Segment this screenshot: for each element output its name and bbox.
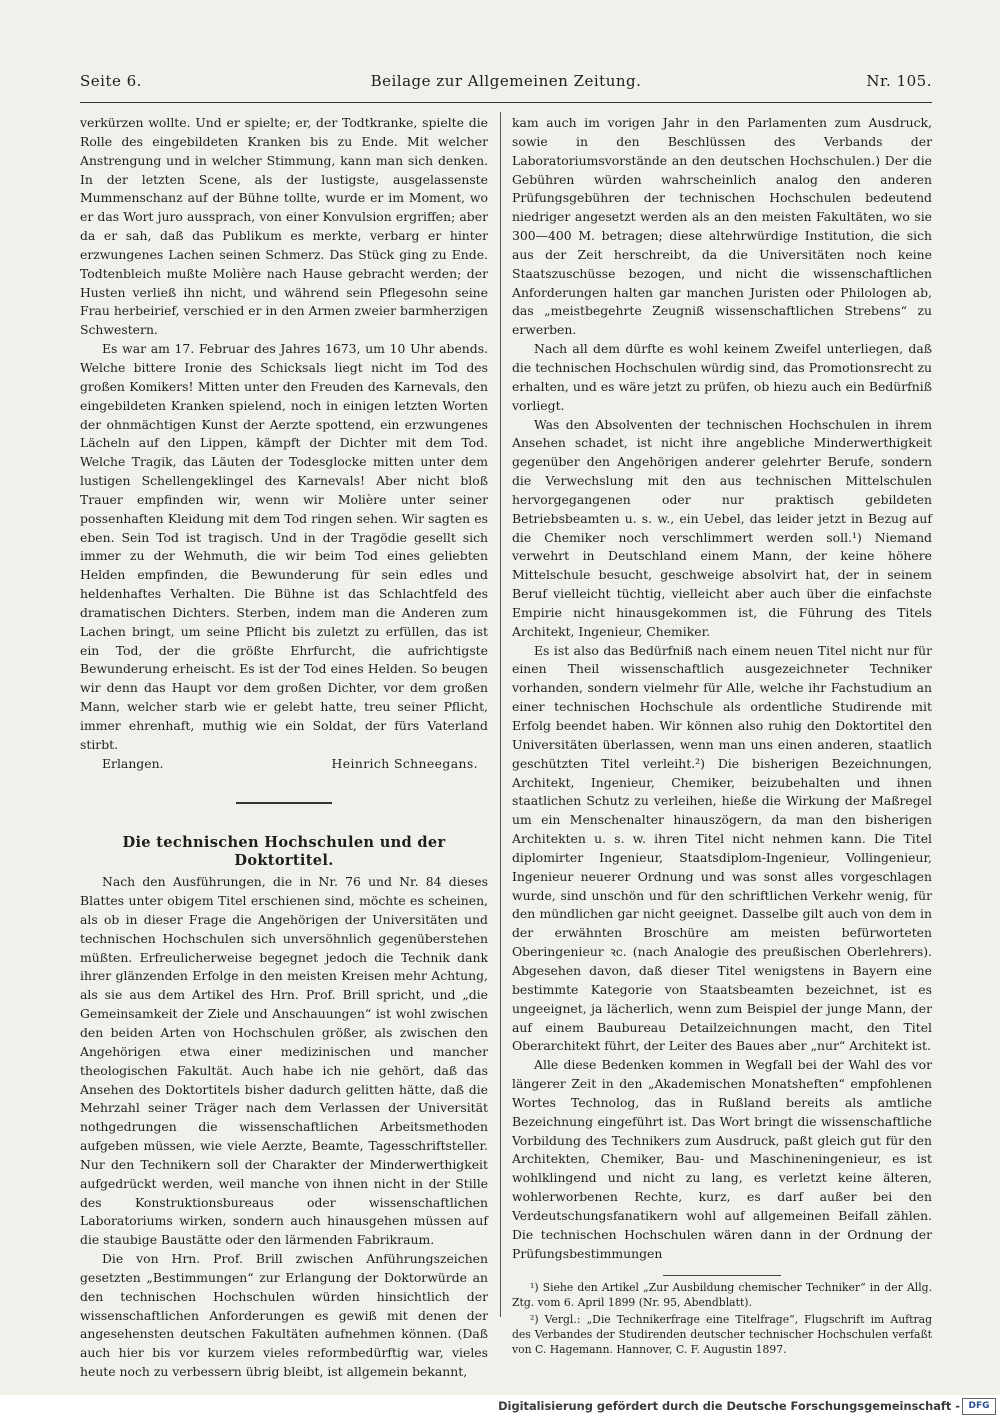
page-header (80, 72, 932, 96)
article-paragraph-1: Nach den Ausführungen, die in Nr. 76 und Nr. 84 dieses Blattes unter obigem Titel erschienen sind, möchte es scheinen, als ob in dieser Frage die Angehörigen der Universitäten und technischen Hochschulen sich unversöhnlich gegenüberstehen müßten. Erfreulicherweise begegnet jedoch die Technik dank ihrer glänzenden Erfolge in den meisten Kreisen mehr Achtung, als sie aus dem Artikel des Hrn. Prof. Brill spricht, und „die Gemeinsamkeit der Ziele und Anschauungen“ ist wohl zwischen den beiden Arten von Hochschulen größer, als zwischen den Angehörigen etwa einer medizinischen und mancher theologischen Fakultät. Auch habe ich nie gehört, daß das Ansehen des Doktortitels bisher dadurch gelitten hätte, daß die Mehrzahl seiner Träger nach dem Verlassen der Universität nothgedrungen die wissenschaftlichen Arbeitsmethoden aufgeben müssen, wie viele Aerzte, Beamte, Tagesschriftsteller. Nur den Technikern soll der Charakter der Minderwerthigkeit aufgedrückt werden, weil manche von ihnen nicht in der Stille des Konstruktionsbureaus oder wissenschaftlichen Laboratoriums wirken, sondern auch hinausgehen müssen auf die staubige Baustätte oder den lärmenden Fabrikraum. (80, 874, 488, 1248)
article-paragraph-6: Es ist also das Bedürfniß nach einem neuen Titel nicht nur für einen Theil wissenschaftlich ausgezeichneter Techniker vorhanden, sondern vielmehr für Alle, welche ihr Fachstudium an einer technischen Hochschule als ordentliche Studirende mit Erfolg beendet haben. Wir können also ruhig den Doktortitel den Universitäten überlassen, wenn man uns einen anderen, staatlich geschützten Titel verleiht.²) Die bisherigen Bezeichnungen, Architekt, Ingenieur, Chemiker, beizubehalten und ihnen staatlichen Schutz zu verleihen, hieße die Wirkung der Maßregel um ein Menschenalter hinauszögern, da man den bisherigen Architekten u. s. w. ihren Titel nicht nehmen kann. Die Titel diplomirter Ingenieur, Staatsdiplom-Ingenieur, Vollingenieur, Ingenieur neuerer Ordnung und was sonst alles vorgeschlagen wurde, sind unschön und für den schriftlichen Verkehr wenig, für den mündlichen gar nicht geeignet. Dasselbe gilt auch von dem in der erwähnten Broschüre am meisten befürworteten Oberingenieur ꝛc. (nach Analogie des preußischen Oberlehrers). Abgesehen davon, daß dieser Titel wenigstens in Bayern eine bestimmte Kategorie von Staatsbeamten bezeichnet, ist es ungeeignet, ja lächerlich, wenn zum Beispiel der junge Mann, der auf einem Baubureau Detailzeichnungen macht, den Titel Oberarchitekt führt, der Leiter des Baues aber „nur“ Architekt ist. (512, 642, 932, 1054)
article-paragraph-5: Was den Absolventen der technischen Hochschulen in ihrem Ansehen schadet, ist nicht ihre angebliche Minderwerthigkeit gegenüber den Angehörigen anderer gelehrter Berufe, sondern die Verwechslung mit den aus technischen Mittelschulen hervorgegangenen oder nur praktisch gebildeten Betriebsbeamten u. s. w., ein Uebel, das leider jetzt in Bezug auf die Chemiker noch verschlimmert werden soll.¹) Niemand verwehrt in Deutschland einem Mann, der keine höhere Mittelschule besucht, geschweige absolvirt hat, der in seinem Beruf vielleicht tüchtig, vielleicht aber auch über die einfachste Empirie nicht hinausgekommen ist, die Führung des Titels Architekt, Ingenieur, Chemiker. (512, 416, 932, 639)
header-rule (80, 102, 932, 103)
article-separator (236, 802, 332, 804)
publication-title: Beilage zur Allgemeinen Zeitung. (370, 72, 642, 90)
footnote-2: ²) Vergl.: „Die Technikerfrage eine Titelfrage“, Flugschrift im Auftrag des Verbandes der Studirenden deutscher technischer Hochschulen verfaßt von C. Hagemann. Hannover, C. F. Augustin 1897. (512, 1313, 932, 1357)
column-divider (500, 112, 501, 1317)
digitization-footer (0, 1395, 1000, 1417)
footnotes (512, 1280, 932, 1357)
signature-place: Erlangen. (102, 755, 164, 771)
article-paragraph-2: Die von Hrn. Prof. Brill zwischen Anführungszeichen gesetzten „Bestimmungen“ zur Erlangung der Doktorwürde an den technischen Hochschulen würden hinsichtlich der wissenschaftlichen Anforderungen es gewiß mit denen der angesehensten deutschen Fakultäten aufnehmen können. (Daß auch hier bis vor kurzem vieles reformbedürftig war, vieles heute noch zu verbessern übrig bleibt, ist allgemein bekannt, (80, 1251, 488, 1380)
article-paragraph-7: Alle diese Bedenken kommen in Wegfall bei der Wahl des vor längerer Zeit in den „Akademischen Monatsheften“ empfohlenen Wortes Technolog, das in Rußland bereits als amtliche Bezeichnung eingeführt ist. Das Wort bringt die wissenschaftliche Vorbildung des Technikers zum Ausdruck, paßt gleich gut für den Architekten, Chemiker, Bau- und Maschineningenieur, es ist wohlklingend und nicht zu lang, es verletzt keine älteren, wohlerworbenen Rechte, kurz, es darf außer bei den Verdeutschungsfanatikern wohl auf allgemeinen Beifall zählen. Die technischen Hochschulen wären dann in der Ordnung der Prüfungsbestimmungen (512, 1057, 932, 1261)
signature-author: Heinrich Schneegans. (331, 755, 478, 771)
article-paragraph-3: kam auch im vorigen Jahr in den Parlamenten zum Ausdruck, sowie in den Beschlüssen des Verbands der Laboratoriumsvorstände an den deutschen Hochschulen.) Der die Gebühren würden wahrscheinlich analog den anderen Prüfungsgebühren der technischen Hochschulen bedeutend niedriger angesetzt werden als an den meisten Fakultäten, wo sie 300—400 M. betragen; diese altehrwürdige Institution, die sich aus der Zeit herschreibt, da die Universitäten noch keine Staatszuschüsse bezogen, und nicht die wissenschaftlichen Anforderungen halten gar manchen Juristen oder Philologen ab, das „meistbegehrte Zeugniß wissenschaftlichen Strebens“ zu erwerben. (512, 115, 932, 338)
article-title: Die technischen Hochschulen und der Doktortitel. (122, 833, 446, 870)
moliere-paragraph-2: Es war am 17. Februar des Jahres 1673, um 10 Uhr abends. Welche bittere Ironie des Schicksals liegt nicht im Tod des großen Komikers! Mitten unter den Freuden des Karnevals, den eingebildeten Kranken spielend, noch in einigen letzten Worten der ohnmächtigen Kunst der Aerzte spottend, ein erzwungenes Lächeln auf den Lippen, kämpft der Dichter mit dem Tod. Welche Tragik, das Läuten der Todesglocke mitten unter dem lustigen Schellengeklingel des Karnevals! Aber nicht bloß Trauer empfinden wir, wenn wir Molière unter seiner possenhaften Kleidung mit dem Tod ringen sehen. Wir sagten es eben. Sein Tod ist tragisch. Und in der Tragödie gesellt sich immer zu der Wehmuth, die wir beim Tod eines geliebten Helden empfinden, die Bewunderung für sein edles und heldenhaftes Verhalten. Die Bühne ist das Schlachtfeld des dramatischen Dichters. Sterben, indem man die Anderen zum Lachen bringt, um seine Pflicht bis zuletzt zu erfüllen, das ist ein Tod, der die größte Ehrfurcht, die aufrichtigste Bewunderung erheischt. Es ist der Tod eines Helden. So beugen wir denn das Haupt vor dem großen Dichter, vor dem großen Mann, welcher starb wie er gelebt hatte, treu seiner Pflicht, immer ehrenhaft, muthig wie ein Soldat, der fürs Vaterland stirbt. (80, 341, 488, 752)
page-number: Seite 6. (80, 72, 142, 90)
funding-credit: Digitalisierung gefördert durch die Deutsche Forschungsgemeinschaft - (498, 1399, 960, 1413)
left-column (80, 114, 488, 1382)
footnote-1: ¹) Siehe den Artikel „Zur Ausbildung chemischer Techniker“ in der Allg. Ztg. vom 6. April 1899 (Nr. 95, Abendblatt). (512, 1281, 932, 1310)
article-paragraph-4: Nach all dem dürfte es wohl keinem Zweifel unterliegen, daß die technischen Hochschulen würdig sind, das Promotionsrecht zu erhalten, und es wäre jetzt zu prüfen, ob hiezu auch ein Bedürfniß vorliegt. (512, 341, 932, 413)
footnote-rule (663, 1275, 781, 1276)
moliere-paragraph-1: verkürzen wollte. Und er spielte; er, der Todtkranke, spielte die Rolle des eingebildeten Kranken bis zu Ende. Mit welcher Anstrengung und in welcher Stimmung, kann man sich denken. In der letzten Scene, als der lustigste, ausgelassenste Mummenschanz auf der Bühne tollte, wurde er im Moment, wo er das Wort juro aussprach, von einer Konvulsion ergriffen; aber da er sah, daß das Publikum es merkte, verbarg er hinter erzwungenes Lachen seinen Schmerz. Das Stück ging zu Ende. Todtenbleich mußte Molière nach Hause gebracht werden; der Husten verließ ihn nicht, und während sein Pflegesohn seine Frau herbeirief, verschied er in den Armen zweier barmherzigen Schwestern. (80, 115, 488, 338)
dfg-logo: DFG (962, 1398, 996, 1415)
signature-line (80, 755, 488, 774)
issue-number: Nr. 105. (866, 72, 932, 90)
right-column (512, 114, 932, 1359)
